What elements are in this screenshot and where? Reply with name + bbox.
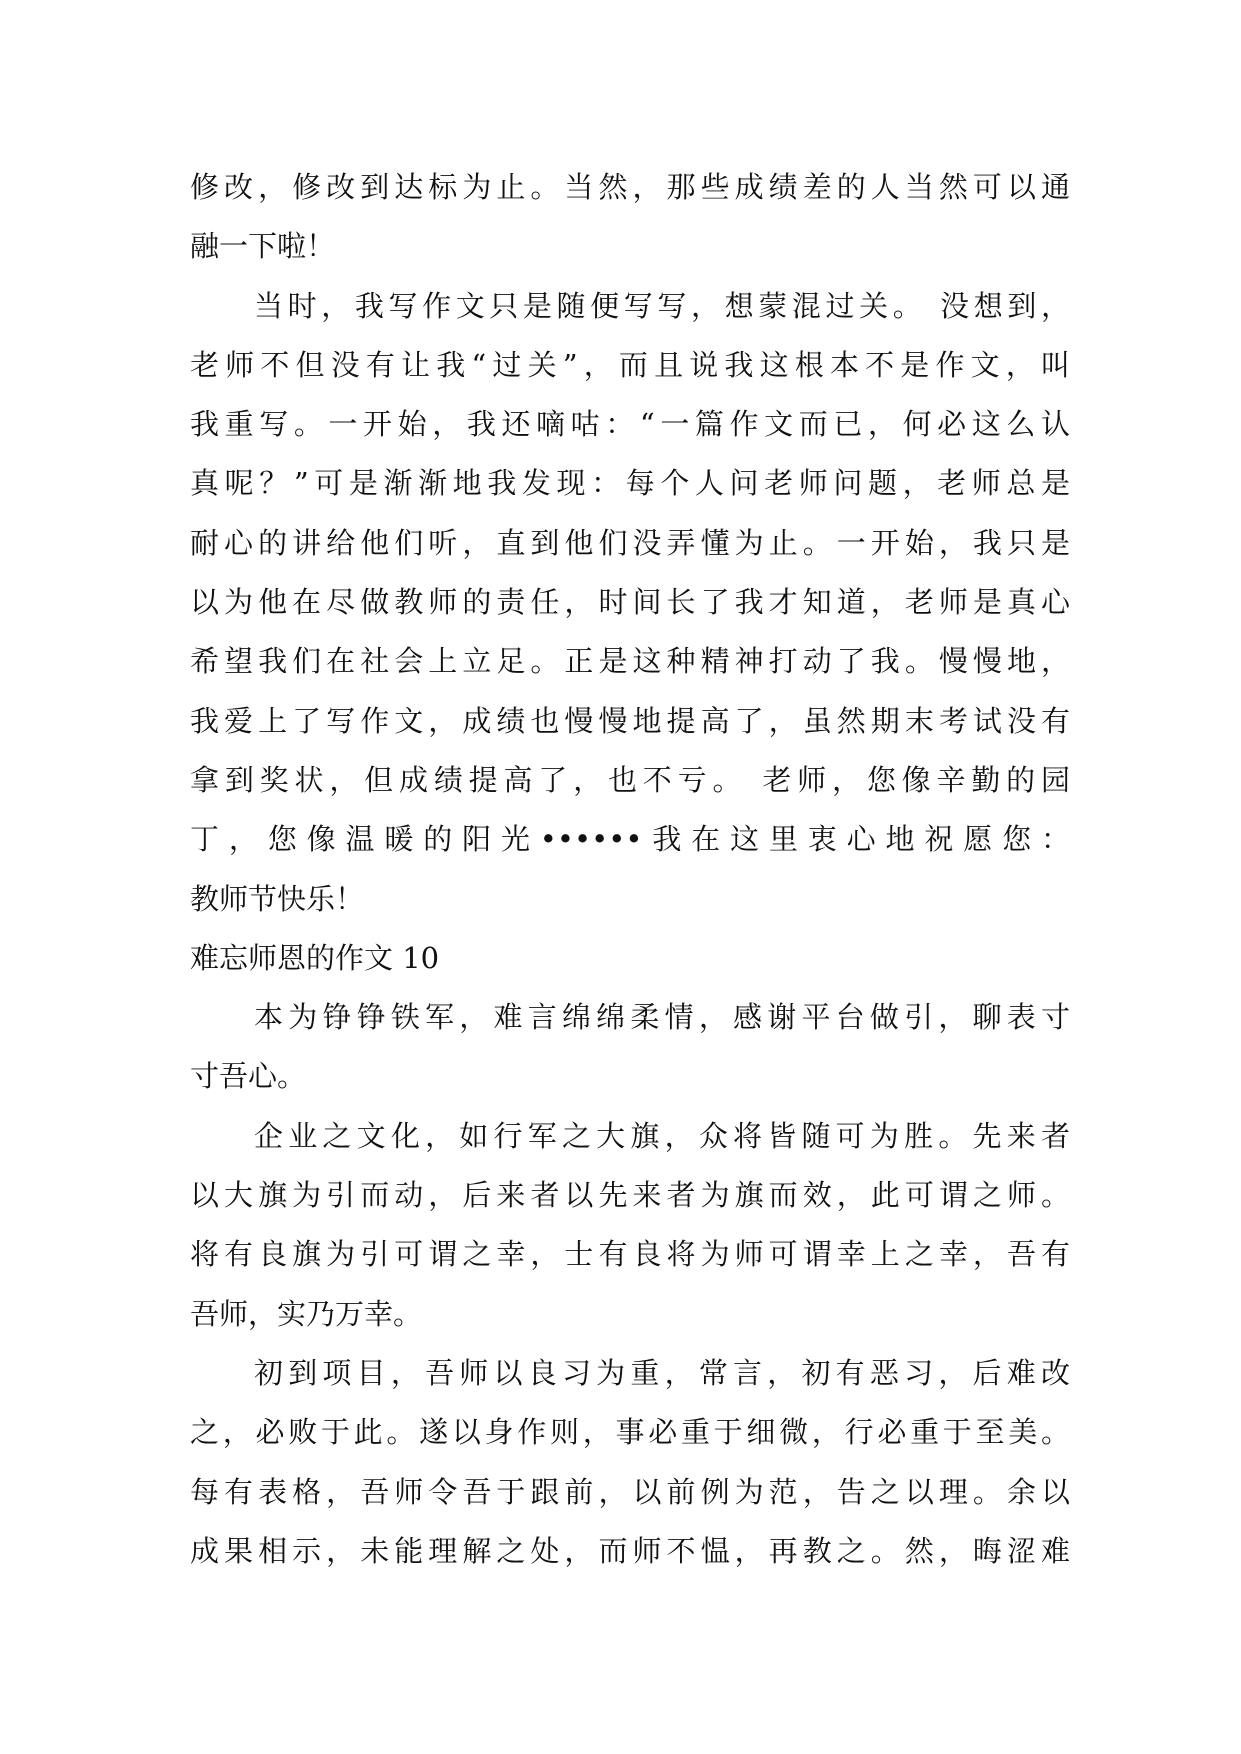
paragraph xyxy=(190,158,1070,277)
paragraph xyxy=(190,277,1070,929)
paragraph xyxy=(190,988,1070,1107)
paragraph xyxy=(190,1107,1070,1344)
text-line: 初到项目，吾师以良习为重，常言，初有恶习，后难改 xyxy=(254,1355,1070,1390)
text-line: 融一下啦！ xyxy=(190,229,336,264)
text-line: 寸吾心。 xyxy=(190,1059,307,1094)
text-line: 成果相示，未能理解之处，而师不愠，再教之。然，晦涩难 xyxy=(190,1533,1070,1568)
document-body xyxy=(190,158,1070,1581)
text-line: 我重写。一开始，我还嘀咕：“一篇作文而已，何必这么认 xyxy=(190,407,1070,442)
text-line: 耐心的讲给他们听，直到他们没弄懂为止。一开始，我只是 xyxy=(190,525,1070,560)
text-line: 本为铮铮铁军，难言绵绵柔情，感谢平台做引，聊表寸 xyxy=(254,1000,1070,1035)
text-line: 以大旗为引而动，后来者以先来者为旗而效，此可谓之师。 xyxy=(190,1178,1070,1213)
text-line: 之，必败于此。遂以身作则，事必重于细微，行必重于至美。 xyxy=(190,1415,1070,1450)
text-line: 每有表格，吾师令吾于跟前，以前例为范，告之以理。余以 xyxy=(190,1474,1070,1509)
text-line: 吾师，实乃万幸。 xyxy=(190,1296,423,1331)
section-heading xyxy=(190,929,1070,988)
text-line: 我爱上了写作文，成绩也慢慢地提高了，虽然期末考试没有 xyxy=(190,703,1070,738)
text-line: 拿到奖状，但成绩提高了，也不亏。 老师，您像辛勤的园 xyxy=(190,762,1070,797)
text-line: 以为他在尽做教师的责任，时间长了我才知道，老师是真心 xyxy=(190,585,1070,620)
text-line: 真呢？”可是渐渐地我发现：每个人问老师问题，老师总是 xyxy=(190,466,1070,501)
text-line: 当时，我写作文只是随便写写，想蒙混过关。 没想到， xyxy=(254,288,1070,323)
text-line: 丁，您像温暖的阳光••••••我在这里衷心地祝愿您： xyxy=(190,822,1070,857)
text-line: 企业之文化，如行军之大旗，众将皆随可为胜。先来者 xyxy=(254,1118,1070,1153)
text-line: 教师节快乐！ xyxy=(190,881,365,916)
section-heading-text: 难忘师恩的作文 10 xyxy=(190,940,440,975)
text-line: 修改，修改到达标为止。当然，那些成绩差的人当然可以通 xyxy=(190,170,1070,204)
text-line: 希望我们在社会上立足。正是这种精神打动了我。慢慢地， xyxy=(190,644,1070,679)
paragraph xyxy=(190,1344,1070,1581)
text-line: 老师不但没有让我“过关”，而且说我这根本不是作文，叫 xyxy=(190,347,1070,382)
text-line: 将有良旗为引可谓之幸，士有良将为师可谓幸上之幸，吾有 xyxy=(190,1237,1070,1272)
